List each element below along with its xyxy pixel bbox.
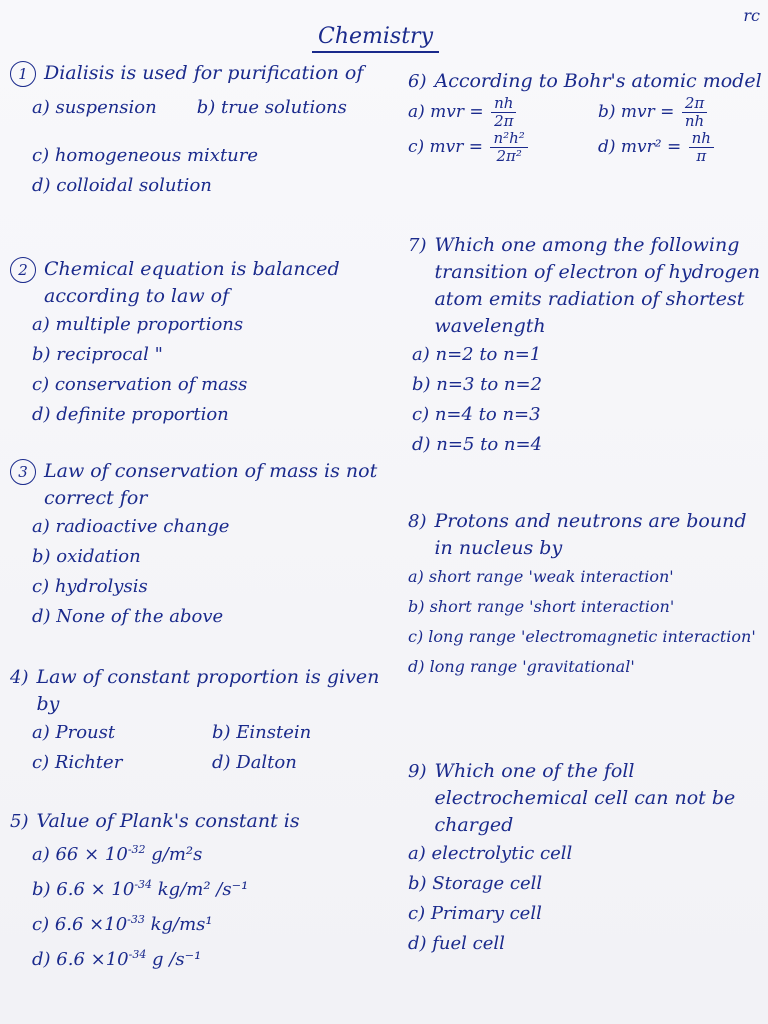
option-d: d) long range 'gravitational' bbox=[408, 657, 635, 676]
option-a-lhs: a) mvr = bbox=[408, 102, 484, 122]
option-b: b) n=3 to n=2 bbox=[412, 374, 543, 395]
question-text: Law of conservation of mass is not correct for bbox=[44, 460, 378, 509]
question-number: 2 bbox=[10, 257, 36, 283]
option-d-exponent: -34 bbox=[128, 948, 147, 961]
option-b: b) oxidation bbox=[32, 546, 141, 567]
option-d: d) None of the above bbox=[32, 606, 224, 627]
option-c-unit: kg/ms¹ bbox=[144, 914, 213, 935]
option-b: b) true solutions bbox=[196, 97, 347, 118]
question-number: 3 bbox=[10, 459, 36, 485]
question-text: Which one of the foll electrochemical cell can not be charged bbox=[434, 760, 736, 836]
question-number: 1 bbox=[10, 61, 36, 87]
option-a: a) multiple proportions bbox=[32, 314, 244, 335]
option-c-lhs: c) mvr = bbox=[408, 137, 484, 157]
denominator: 2π² bbox=[496, 147, 522, 165]
question-6 bbox=[408, 68, 764, 165]
question-5 bbox=[10, 808, 390, 975]
question-text: Chemical equation is balanced according to law of bbox=[44, 258, 340, 307]
option-b: b) Einstein bbox=[212, 722, 312, 743]
question-number: 8) bbox=[408, 511, 427, 532]
fraction bbox=[689, 130, 714, 165]
option-c-value: c) 6.6 ×10 bbox=[32, 914, 128, 935]
option-c-exponent: -33 bbox=[127, 913, 145, 926]
option-d: d) colloidal solution bbox=[32, 175, 212, 196]
option-d: d) Dalton bbox=[212, 752, 297, 773]
denominator: 2π bbox=[494, 112, 514, 130]
option-a-value: a) 66 × 10 bbox=[32, 844, 128, 865]
option-a: a) radioactive change bbox=[32, 516, 230, 537]
question-4 bbox=[10, 664, 390, 778]
option-c: c) long range 'electromagnetic interaction' bbox=[408, 627, 756, 646]
option-d-lhs: d) mvr² = bbox=[598, 137, 682, 157]
option-a-unit: g/m²s bbox=[145, 844, 203, 865]
option-b bbox=[598, 95, 709, 130]
option-c: c) Richter bbox=[32, 752, 123, 773]
fraction bbox=[490, 130, 527, 165]
numerator: 2π bbox=[682, 95, 707, 113]
option-a bbox=[408, 95, 558, 130]
numerator: nh bbox=[689, 130, 714, 148]
option-c: c) hydrolysis bbox=[32, 576, 148, 597]
option-a: a) n=2 to n=1 bbox=[412, 344, 542, 365]
option-d bbox=[32, 940, 390, 975]
option-b: b) reciprocal " bbox=[32, 344, 163, 365]
question-text: Dialisis is used for purification of bbox=[44, 62, 364, 84]
option-d bbox=[598, 130, 716, 165]
question-text: Value of Plank's constant is bbox=[36, 810, 300, 832]
question-3 bbox=[10, 458, 390, 632]
option-b-value: b) 6.6 × 10 bbox=[32, 879, 135, 900]
question-9 bbox=[408, 758, 764, 959]
option-c bbox=[32, 905, 390, 940]
question-text: According to Bohr's atomic model bbox=[434, 70, 762, 92]
question-8 bbox=[408, 508, 764, 682]
question-number: 9) bbox=[408, 761, 427, 782]
option-b bbox=[32, 870, 390, 905]
question-text: Protons and neutrons are bound in nucleus by bbox=[434, 510, 747, 559]
page-title: Chemistry bbox=[312, 24, 439, 53]
option-a: a) short range 'weak interaction' bbox=[408, 567, 674, 586]
option-d: d) n=5 to n=4 bbox=[412, 434, 543, 455]
option-c: c) homogeneous mixture bbox=[32, 145, 259, 166]
option-a-exponent: -32 bbox=[127, 843, 146, 856]
option-b-unit: kg/m² /s⁻¹ bbox=[152, 879, 249, 900]
option-b: b) Storage cell bbox=[408, 873, 543, 894]
question-number: 5) bbox=[10, 811, 29, 832]
option-c: c) Primary cell bbox=[408, 903, 542, 924]
option-a: a) suspension bbox=[32, 97, 157, 118]
option-b-exponent: -34 bbox=[134, 878, 153, 891]
numerator: nh bbox=[491, 95, 516, 113]
question-text: Law of constant proportion is given by bbox=[36, 666, 380, 715]
question-7 bbox=[408, 232, 764, 460]
question-number: 4) bbox=[10, 667, 29, 688]
corner-mark: rc bbox=[743, 6, 760, 25]
question-1 bbox=[10, 60, 390, 201]
denominator: nh bbox=[684, 112, 705, 130]
option-c: c) n=4 to n=3 bbox=[412, 404, 541, 425]
option-a: a) electrolytic cell bbox=[408, 843, 573, 864]
option-d: d) definite proportion bbox=[32, 404, 229, 425]
option-b-lhs: b) mvr = bbox=[598, 102, 675, 122]
numerator: n²h² bbox=[490, 130, 527, 148]
question-text: Which one among the following transition of electron of hydrogen atom emits radiation of shortest wavelength bbox=[434, 234, 760, 337]
option-c bbox=[408, 130, 558, 165]
question-number: 6) bbox=[408, 71, 427, 92]
option-c: c) conservation of mass bbox=[32, 374, 248, 395]
option-d: d) fuel cell bbox=[408, 933, 505, 954]
denominator: π bbox=[696, 147, 707, 165]
option-b: b) short range 'short interaction' bbox=[408, 597, 675, 616]
option-a: a) Proust bbox=[32, 722, 116, 743]
question-number: 7) bbox=[408, 235, 427, 256]
option-a bbox=[32, 835, 390, 870]
fraction bbox=[491, 95, 516, 130]
question-2 bbox=[10, 256, 390, 430]
option-d-unit: g /s⁻¹ bbox=[146, 949, 202, 970]
option-d-value: d) 6.6 ×10 bbox=[32, 949, 129, 970]
fraction bbox=[682, 95, 707, 130]
